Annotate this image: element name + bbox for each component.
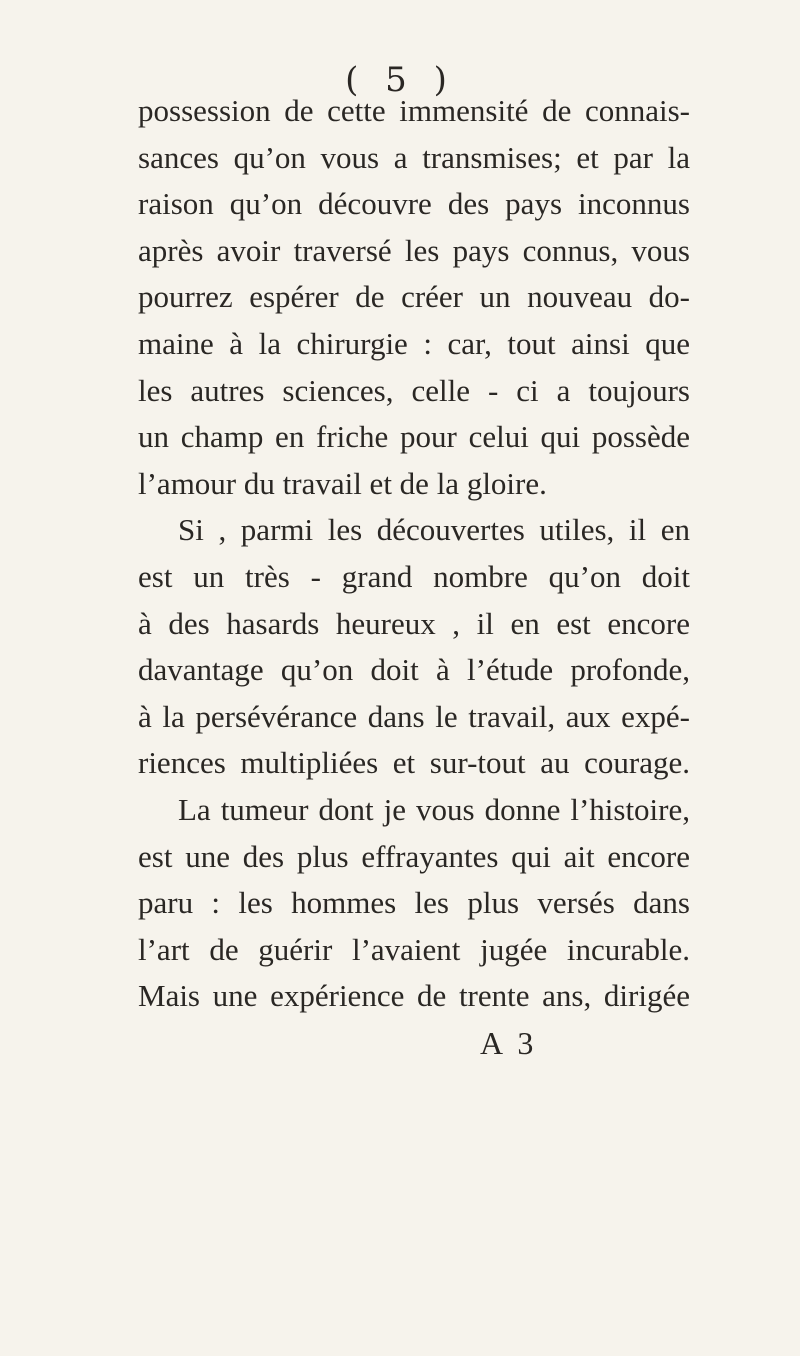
text-line: est un très - grand nombre qu’on doit [138, 558, 690, 594]
text-line: Si , parmi les découvertes utiles, il en [178, 512, 690, 548]
signature-mark: A 3 [480, 1025, 538, 1061]
text-line: Mais une expérience de trente ans, dirigée [138, 978, 690, 1014]
text-line: La tumeur dont je vous donne l’histoire, [178, 791, 690, 827]
text-line: à la persévérance dans le travail, aux expé- [138, 698, 690, 734]
text-line: est une des plus effrayantes qui ait encore [138, 838, 690, 874]
text-line: riences multipliées et sur-tout au courage. [138, 745, 690, 781]
text-line: à des hasards heureux , il en est encore [138, 605, 690, 641]
text-line: les autres sciences, celle - ci a toujours [138, 372, 690, 408]
text-line: paru : les hommes les plus versés dans [138, 885, 690, 921]
text-line: maine à la chirurgie : car, tout ainsi que [138, 325, 690, 361]
text-line: un champ en friche pour celui qui possède [138, 419, 690, 455]
text-line: l’amour du travail et de la gloire. [138, 465, 547, 501]
body-text [138, 88, 690, 1020]
text-line: davantage qu’on doit à l’étude profonde, [138, 652, 690, 688]
text-line: possession de cette immensité de connais- [138, 93, 690, 128]
text-line: raison qu’on découvre des pays inconnus [138, 186, 690, 222]
page-number-header: ( 5 ) [345, 60, 455, 100]
text-line: sances qu’on vous a transmises; et par la [138, 139, 690, 175]
text-line: pourrez espérer de créer un nouveau do- [138, 279, 690, 315]
text-line: après avoir traversé les pays connus, vous [138, 232, 690, 268]
text-line: l’art de guérir l’avaient jugée incurable. [138, 931, 690, 967]
